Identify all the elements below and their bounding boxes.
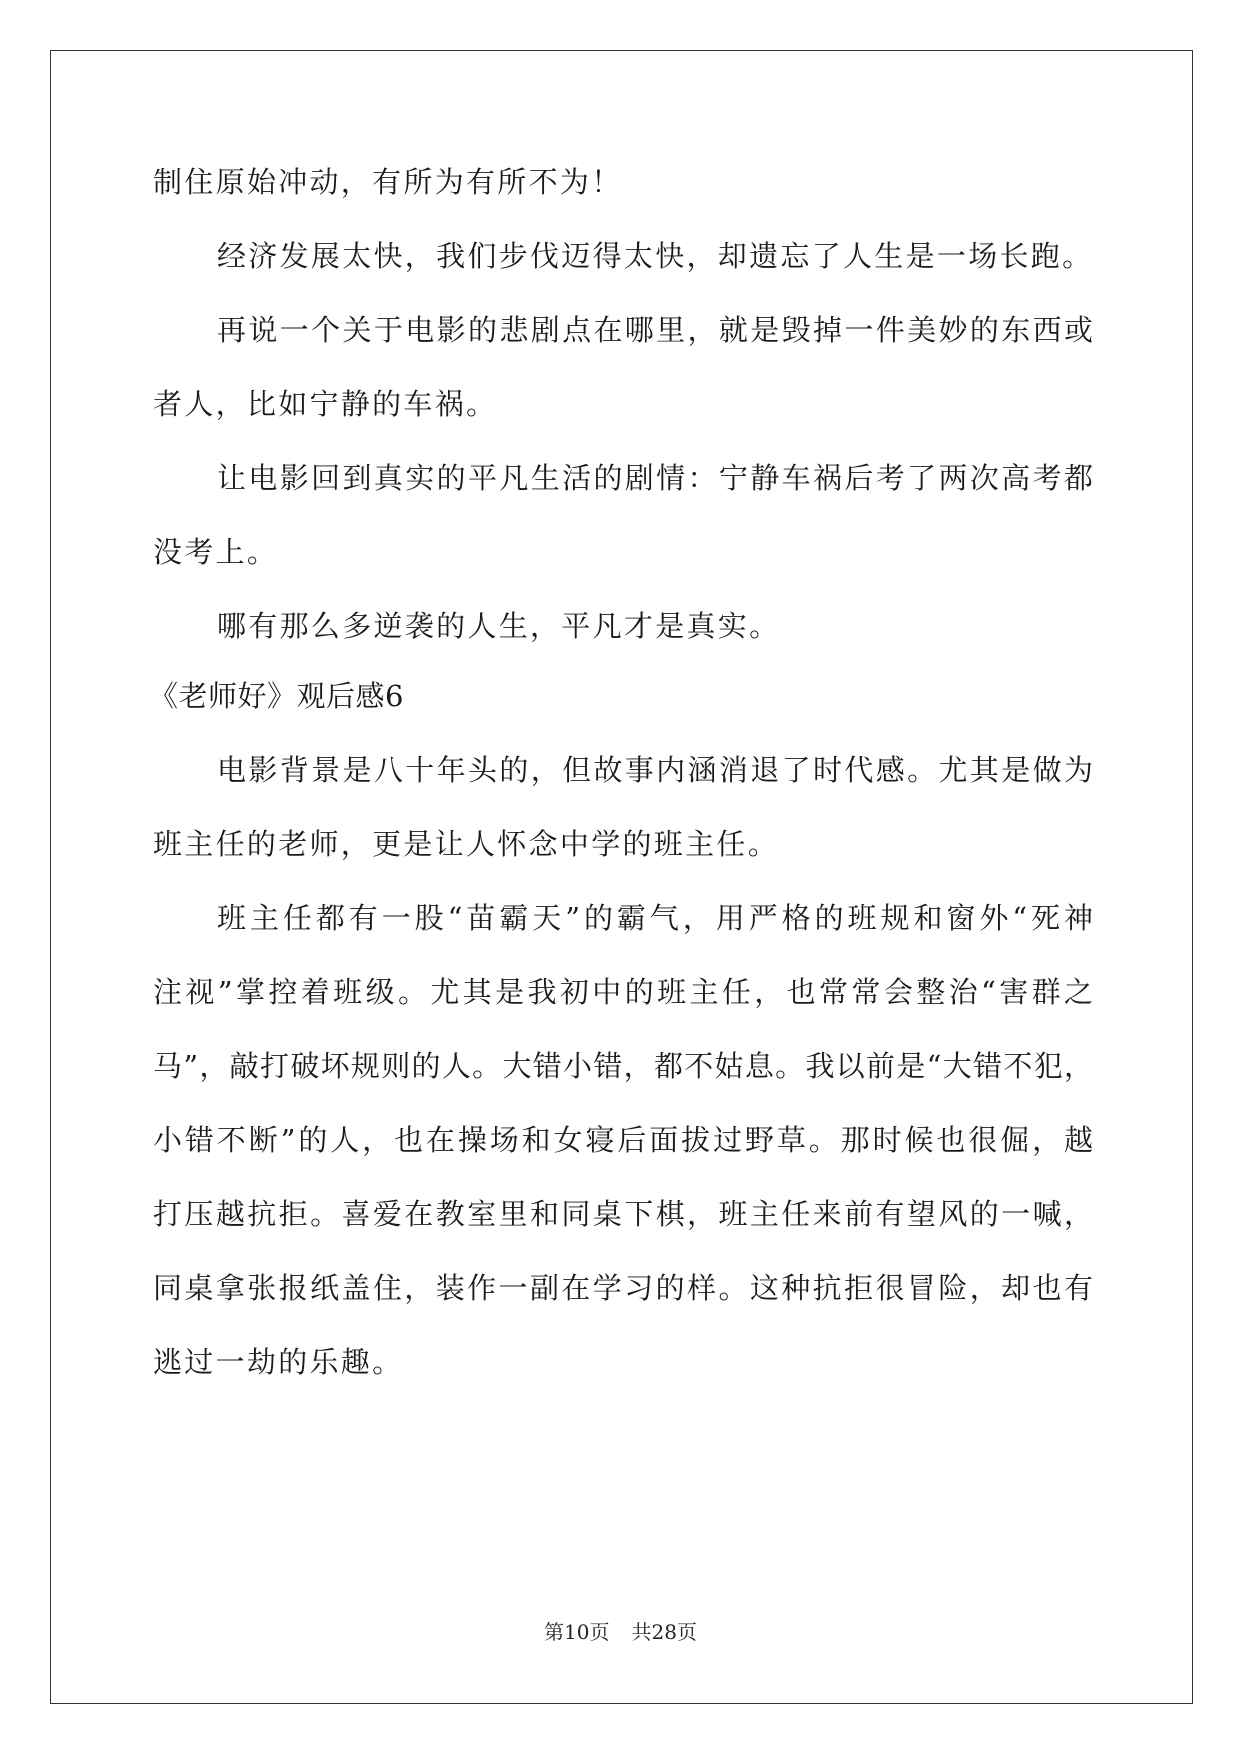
text-line-16: 同桌拿张报纸盖住，装作一副在学习的样。这种抗拒很冒险，却也有 bbox=[153, 1271, 1093, 1305]
page-footer bbox=[0, 1616, 1241, 1645]
text-line-11: 班主任都有一股“苗霸天”的霸气，用严格的班规和窗外“死神 bbox=[217, 901, 1093, 935]
text-line-2: 经济发展太快，我们步伐迈得太快，却遗忘了人生是一场长跑。 bbox=[217, 239, 1094, 273]
text-line-7: 哪有那么多逆袭的人生，平凡才是真实。 bbox=[217, 609, 781, 643]
page-total: 共28页 bbox=[631, 1620, 697, 1644]
text-line-13: 马”，敲打破坏规则的人。大错小错，都不姑息。我以前是“大错不犯， bbox=[153, 1049, 1093, 1083]
text-line-6: 没考上。 bbox=[153, 535, 279, 569]
page-border bbox=[50, 50, 1193, 1704]
text-line-9: 电影背景是八十年头的，但故事内涵消退了时代感。尤其是做为 bbox=[217, 753, 1093, 787]
text-line-4: 者人，比如宁静的车祸。 bbox=[153, 387, 498, 421]
text-line-17: 逃过一劫的乐趣。 bbox=[153, 1345, 404, 1379]
text-line-15: 打压越抗拒。喜爱在教室里和同桌下棋，班主任来前有望风的一喊， bbox=[153, 1197, 1093, 1231]
text-line-5: 让电影回到真实的平凡生活的剧情：宁静车祸后考了两次高考都 bbox=[217, 461, 1093, 495]
text-line-1: 制住原始冲动，有所为有所不为！ bbox=[153, 165, 623, 199]
text-line-3: 再说一个关于电影的悲剧点在哪里，就是毁掉一件美妙的东西或 bbox=[217, 313, 1093, 347]
page-number: 第10页 bbox=[544, 1620, 610, 1644]
section-heading: 《老师好》观后感6 bbox=[149, 679, 404, 713]
text-line-14: 小错不断”的人，也在操场和女寝后面拔过野草。那时候也很倔，越 bbox=[153, 1123, 1093, 1157]
text-line-10: 班主任的老师，更是让人怀念中学的班主任。 bbox=[153, 827, 780, 861]
text-line-12: 注视”掌控着班级。尤其是我初中的班主任，也常常会整治“害群之 bbox=[153, 975, 1093, 1009]
